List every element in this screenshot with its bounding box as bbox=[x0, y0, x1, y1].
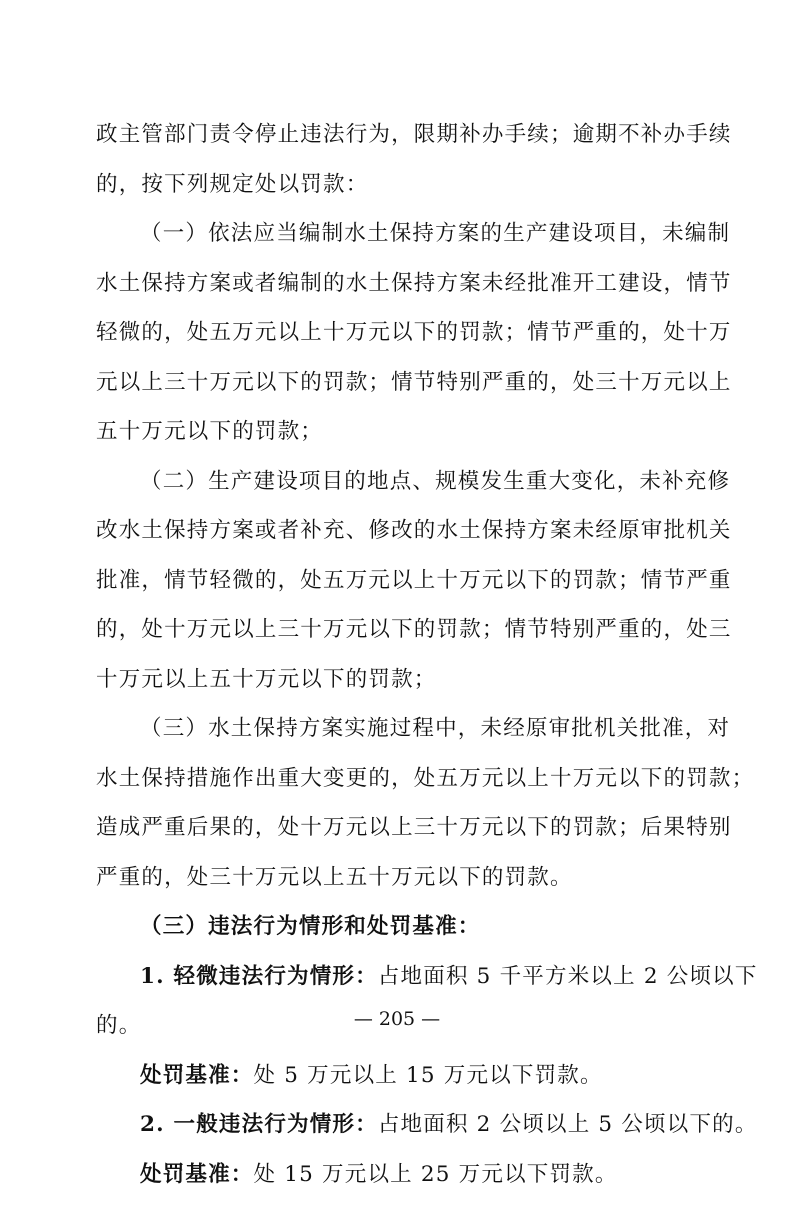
clause-3-line: （三）水土保持方案实施过程中，未经原审批机关批准，对 bbox=[96, 714, 700, 764]
body-line: 水土保持措施作出重大变更的，处五万元以上十万元以下的罚款； bbox=[96, 764, 700, 814]
body-line: 改水土保持方案或者补充、修改的水土保持方案未经原审批机关 bbox=[96, 516, 700, 566]
item-1-label: 1. 轻微违法行为情形： bbox=[140, 964, 378, 989]
body-line: 水土保持方案或者编制的水土保持方案未经批准开工建设，情节 bbox=[96, 269, 700, 319]
penalty-2-text: 处 15 万元以上 25 万元以下罚款。 bbox=[254, 1162, 618, 1187]
body-line: 批准，情节轻微的，处五万元以上十万元以下的罚款；情节严重 bbox=[96, 566, 700, 616]
penalty-1-label: 处罚基准： bbox=[140, 1063, 254, 1088]
body-line: 元以上三十万元以下的罚款；情节特别严重的，处三十万元以上 bbox=[96, 368, 700, 418]
item-2-line bbox=[96, 1110, 700, 1160]
body-line: 五十万元以下的罚款； bbox=[96, 417, 700, 467]
body-line: 的，按下列规定处以罚款： bbox=[96, 170, 700, 220]
body-line: 的，处十万元以上三十万元以下的罚款；情节特别严重的，处三 bbox=[96, 615, 700, 665]
item-1-continuation: 的。 bbox=[96, 1011, 700, 1061]
body-line: 政主管部门责令停止违法行为，限期补办手续；逾期不补办手续 bbox=[96, 120, 700, 170]
document-body bbox=[96, 120, 700, 1209]
penalty-1-text: 处 5 万元以上 15 万元以下罚款。 bbox=[254, 1063, 603, 1088]
item-2-label: 2. 一般违法行为情形： bbox=[140, 1112, 378, 1137]
clause-2-line: （二）生产建设项目的地点、规模发生重大变化，未补充修 bbox=[96, 467, 700, 517]
section-heading: （三）违法行为情形和处罚基准： bbox=[96, 912, 700, 962]
body-line: 造成严重后果的，处十万元以上三十万元以下的罚款；后果特别 bbox=[96, 813, 700, 863]
body-line: 十万元以上五十万元以下的罚款； bbox=[96, 665, 700, 715]
body-line: 轻微的，处五万元以上十万元以下的罚款；情节严重的，处十万 bbox=[96, 318, 700, 368]
penalty-2-label: 处罚基准： bbox=[140, 1162, 254, 1187]
item-1-line bbox=[96, 962, 700, 1012]
item-2-text: 占地面积 2 公顷以上 5 公顷以下的。 bbox=[378, 1112, 758, 1137]
body-line: 严重的，处三十万元以上五十万元以下的罚款。 bbox=[96, 863, 700, 913]
page-number: — 205 — bbox=[0, 1008, 794, 1030]
penalty-1-line bbox=[96, 1061, 700, 1111]
item-1-text: 占地面积 5 千平方米以上 2 公顷以下 bbox=[378, 964, 758, 989]
clause-1-line: （一）依法应当编制水土保持方案的生产建设项目，未编制 bbox=[96, 219, 700, 269]
penalty-2-line bbox=[96, 1160, 700, 1209]
